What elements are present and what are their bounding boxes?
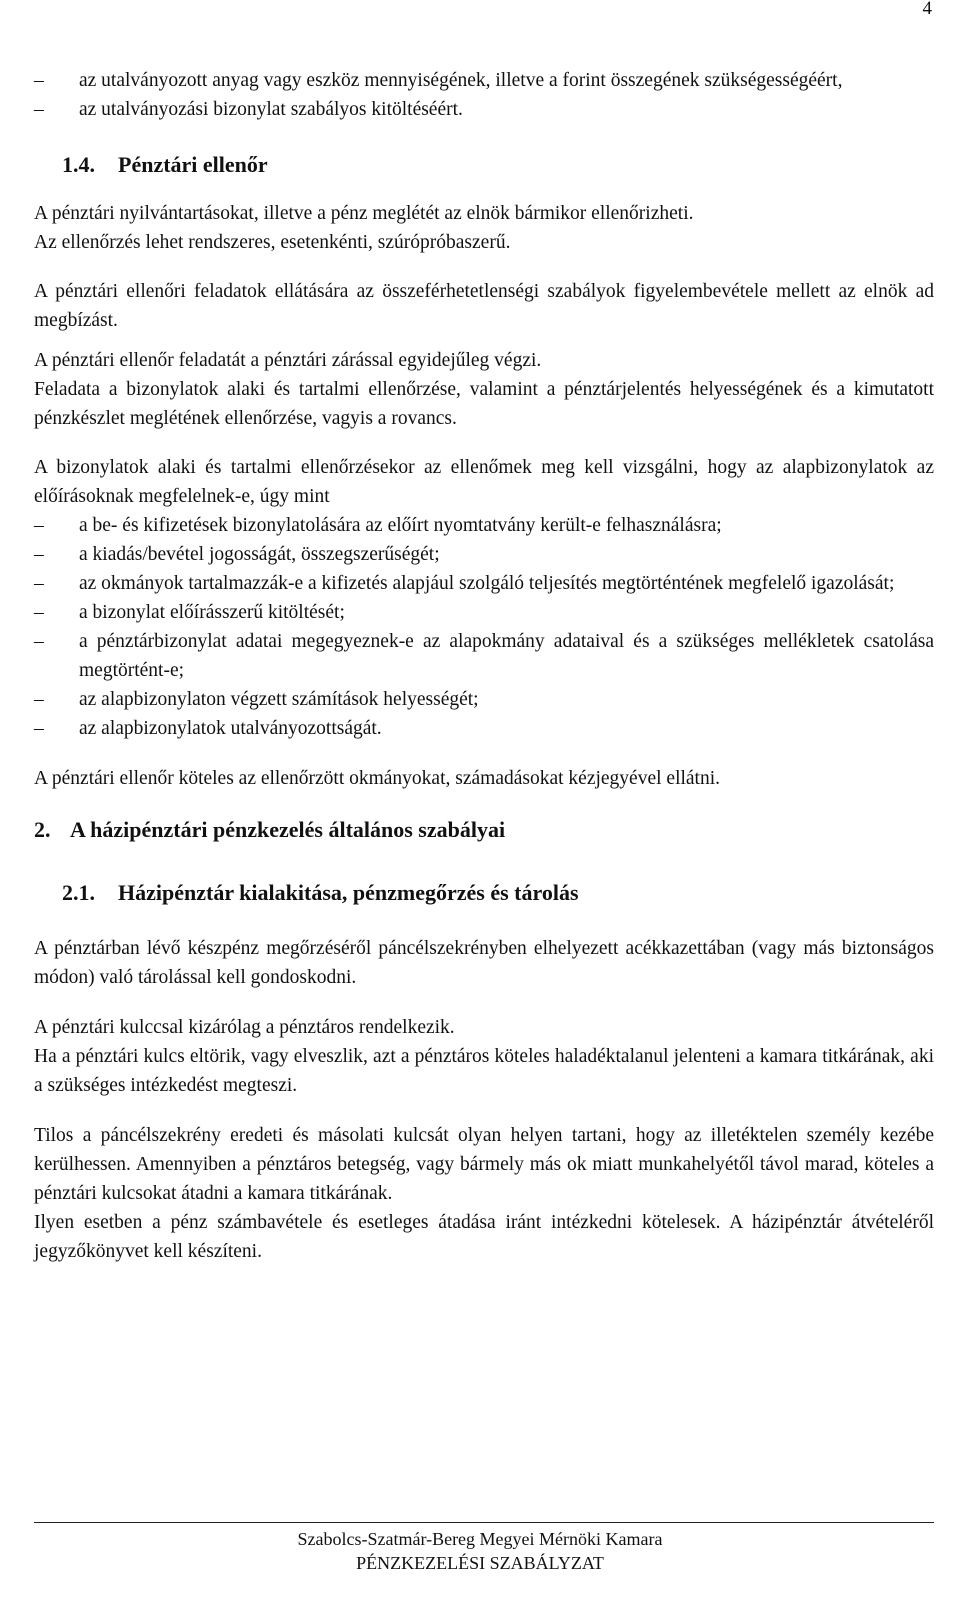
list-item	[34, 598, 934, 627]
paragraph: A bizonylatok alaki és tartalmi ellenőrzésekor az ellenőmek meg kell vizsgálni, hogy az alapbizonylatok az előírásoknak megfelelnek-e, úgy mint	[34, 457, 934, 507]
dash-bullet-icon: –	[34, 515, 44, 536]
list-item	[34, 685, 934, 714]
document-body	[34, 66, 934, 1266]
list-item-text: a kiadás/bevétel jogosságát, összegszerűségét;	[79, 544, 440, 565]
list-item-text: a bizonylat előírásszerű kitöltését;	[79, 602, 345, 623]
dash-bullet-icon: –	[34, 99, 44, 120]
page-number: 4	[922, 0, 932, 19]
list-item-text: az alapbizonylaton végzett számítások helyességét;	[79, 689, 479, 710]
section-title: Házipénztár kialakitása, pénzmegőrzés és tárolás	[118, 880, 579, 905]
dash-bullet-icon: –	[34, 544, 44, 565]
paragraph: Ilyen esetben a pénz számbavétele és esetleges átadása iránt intézkedni kötelesek. A házipénztár átvételéről jegyzőkönyvet kell készíteni.	[34, 1212, 934, 1262]
section-title: Pénztári ellenőr	[118, 152, 268, 177]
footer-divider	[34, 1522, 934, 1523]
footer-organization: Szabolcs-Szatmár-Bereg Megyei Mérnöki Kamara	[297, 1529, 663, 1549]
list-item-text: az alapbizonylatok utalványozottságát.	[79, 718, 382, 739]
dash-bullet-icon: –	[34, 573, 44, 594]
section-number: 1.4.	[62, 152, 95, 177]
list-item-text: az utalványozási bizonylat szabályos kitöltéséért.	[79, 99, 463, 120]
dash-bullet-icon: –	[34, 602, 44, 623]
check-list	[34, 511, 934, 743]
page-footer	[0, 1527, 960, 1575]
section-heading-2	[34, 815, 934, 844]
paragraph: Feladata a bizonylatok alaki és tartalmi ellenőrzése, valamint a pénztárjelentés helyességének és a kimutatott pénzkészlet meglétének ellenőrzése, vagyis a rovancs.	[34, 379, 934, 429]
section-title: A házipénztári pénzkezelés általános szabályai	[70, 817, 506, 842]
dash-bullet-icon: –	[34, 70, 44, 91]
paragraph: Ha a pénztári kulcs eltörik, vagy elveszlik, azt a pénztáros köteles haladéktalanul jelenteni a kamara titkárának, aki a szükséges intézkedést megteszi.	[34, 1046, 934, 1096]
dash-bullet-icon: –	[34, 689, 44, 710]
paragraph: A pénztárban lévő készpénz megőrzéséről páncélszekrényben elhelyezett acékkazettában (vagy más biztonságos módon) való tárolással kell gondoskodni.	[34, 938, 934, 988]
list-item	[34, 511, 934, 540]
list-item	[34, 627, 934, 685]
paragraph: A pénztári ellenőri feladatok ellátására az összeférhetetlenségi szabályok figyelembevétele mellett az elnök ad megbízást.	[34, 281, 934, 331]
section-number: 2.1.	[62, 880, 95, 905]
list-item	[34, 569, 934, 598]
paragraph: A pénztári ellenőr köteles az ellenőrzött okmányokat, számadásokat kézjegyével ellátni.	[34, 768, 721, 789]
dash-bullet-icon: –	[34, 631, 44, 652]
section-number: 2.	[34, 817, 51, 842]
section-heading-2-1	[62, 878, 934, 907]
list-item	[34, 66, 934, 95]
section-heading-1-4	[62, 150, 934, 179]
paragraph: A pénztári nyilvántartásokat, illetve a pénz meglétét az elnök bármikor ellenőrizheti.	[34, 203, 694, 224]
list-item-text: a be- és kifizetések bizonylatolására az előírt nyomtatvány került-e felhasználásra;	[79, 515, 722, 536]
list-item-text: az okmányok tartalmazzák-e a kifizetés alapjául szolgáló teljesítés megtörténtének megfelelő igazolását;	[79, 573, 895, 594]
footer-document-title: PÉNZKEZELÉSI SZABÁLYZAT	[356, 1553, 604, 1573]
paragraph: A pénztári kulccsal kizárólag a pénztáros rendelkezik.	[34, 1017, 455, 1038]
paragraph: A pénztári ellenőr feladatát a pénztári zárással egyidejűleg végzi.	[34, 350, 542, 371]
list-item-text: az utalványozott anyag vagy eszköz mennyiségének, illetve a forint összegének szükségességéért,	[79, 70, 843, 91]
list-item-text: a pénztárbizonylat adatai megegyeznek-e az alapokmány adataival és a szükséges mellékletek csatolása megtörtént-e;	[79, 631, 934, 681]
paragraph: Az ellenőrzés lehet rendszeres, esetenkénti, szúrópróbaszerű.	[34, 232, 511, 253]
paragraph: Tilos a páncélszekrény eredeti és másolati kulcsát olyan helyen tartani, hogy az illetéktelen személy kezébe kerülhessen. Amennyiben a pénztáros betegség, vagy bármely más ok miatt munkahelyétől távol marad, köteles a pénztári kulcsokat átadni a kamara titkárának.	[34, 1125, 934, 1204]
list-item	[34, 95, 934, 124]
list-item	[34, 714, 934, 743]
dash-bullet-icon: –	[34, 718, 44, 739]
list-item	[34, 540, 934, 569]
